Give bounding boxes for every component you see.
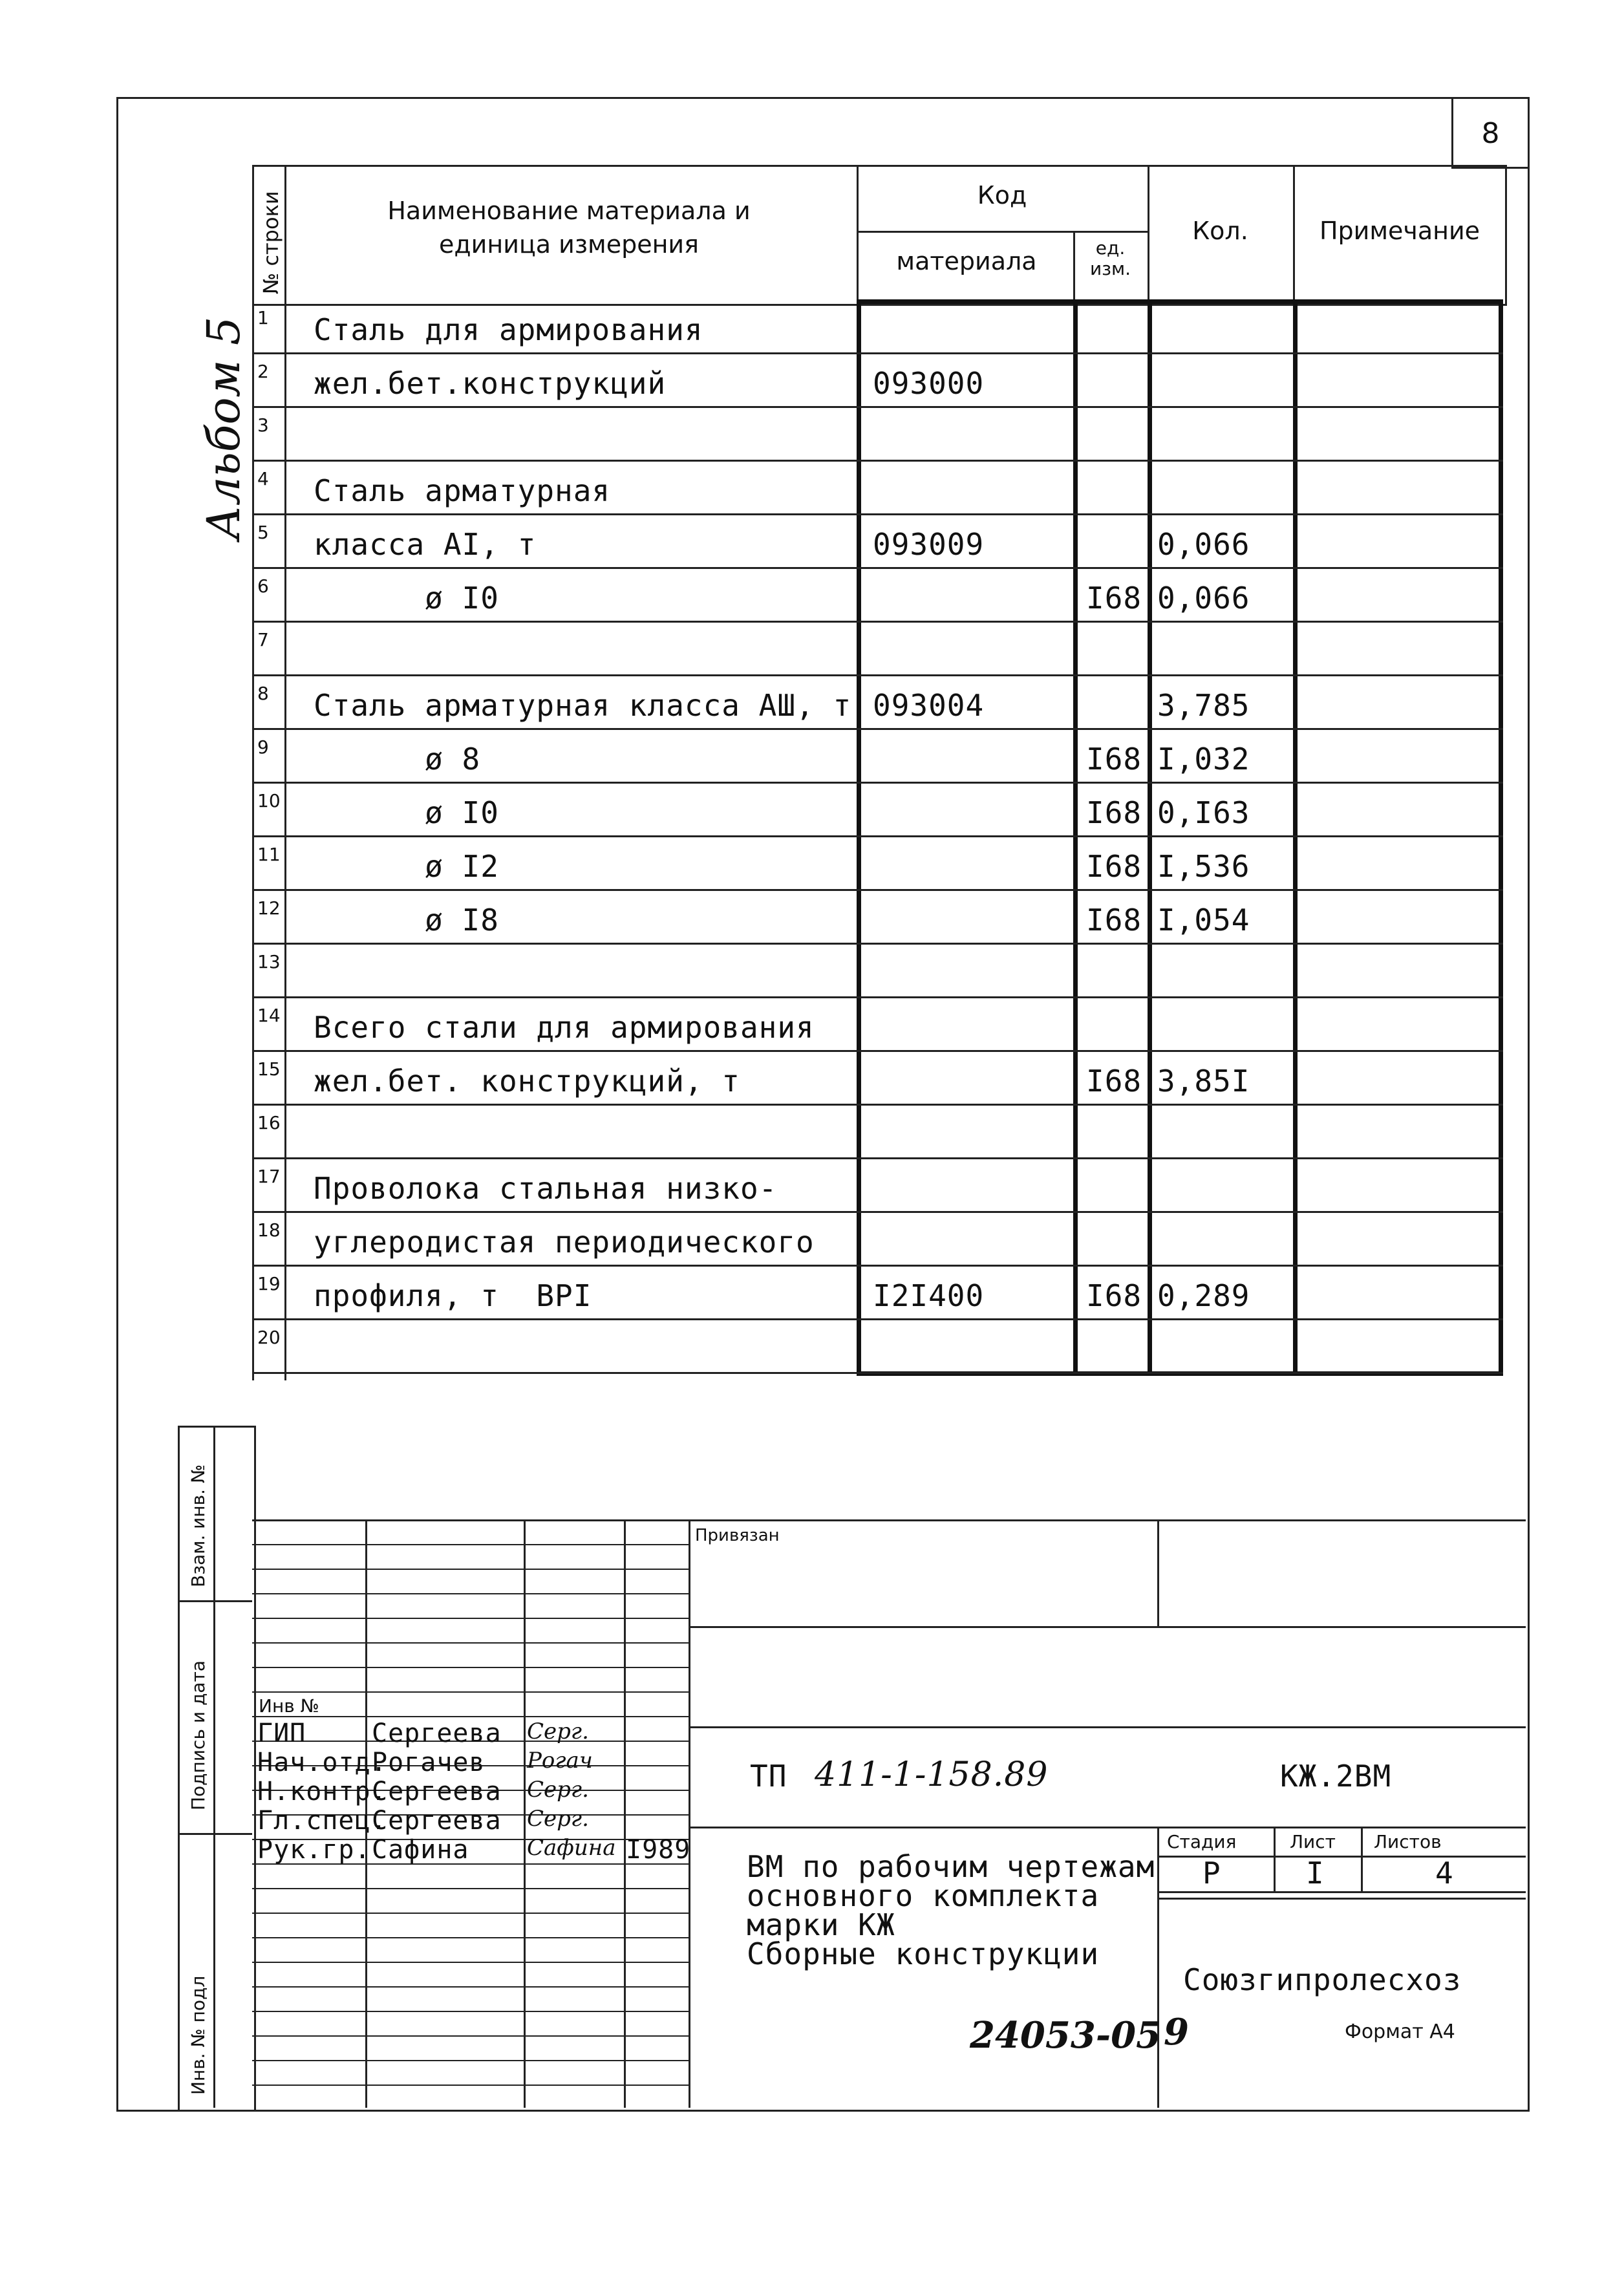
- unit-code-cell: I68: [1086, 1278, 1142, 1313]
- row-number-cell: 4: [257, 468, 269, 489]
- row-number-cell: 5: [257, 522, 269, 543]
- row-number-cell: 13: [257, 951, 281, 972]
- project-number: 411-1-158.89: [815, 1755, 1049, 1794]
- doc-code: КЖ.2ВМ: [1280, 1759, 1392, 1794]
- side-label-inv: Инв. № подл: [187, 1975, 209, 2095]
- unit-code-cell: I68: [1086, 742, 1142, 777]
- material-name-cell: Проволока стальная низко-: [314, 1171, 778, 1206]
- page-number-box: [1451, 97, 1530, 169]
- material-name-cell: Всего стали для армирования: [314, 1010, 815, 1045]
- sheets-value: 4: [1435, 1856, 1454, 1891]
- row-number-cell: 19: [257, 1273, 281, 1294]
- person-signature: Серг.: [527, 1719, 589, 1744]
- sheet-label: Лист: [1290, 1831, 1336, 1852]
- privyazan-label: Привязан: [695, 1526, 780, 1545]
- header-row-no: № строки: [259, 191, 283, 294]
- material-name-cell: профиля, т ВРI: [314, 1278, 592, 1313]
- person-role: Нач.отд.: [257, 1748, 387, 1777]
- row-number-cell: 9: [257, 736, 269, 758]
- page-number: 8: [1481, 117, 1500, 150]
- table-row: [252, 569, 1503, 623]
- person-name: Сергеева: [372, 1719, 502, 1748]
- person-role: ГИП: [257, 1719, 306, 1748]
- unit-code-cell: I68: [1086, 849, 1142, 884]
- material-name-cell: ø I0: [314, 795, 499, 830]
- quantity-cell: 0,289: [1157, 1278, 1250, 1313]
- row-number-cell: 17: [257, 1166, 281, 1187]
- row-number-cell: 16: [257, 1112, 281, 1133]
- table-row: [252, 1106, 1503, 1159]
- table-row: [252, 1267, 1503, 1320]
- material-name-cell: ø 8: [314, 742, 481, 777]
- table-row: [252, 784, 1503, 837]
- table-row: [252, 1159, 1503, 1213]
- quantity-cell: 0,066: [1157, 581, 1250, 616]
- table-row: [252, 998, 1503, 1052]
- header-material: материала: [896, 247, 1037, 275]
- row-number-cell: 7: [257, 629, 269, 650]
- person-role: Рук.гр.: [257, 1835, 371, 1865]
- table-row: [252, 837, 1503, 891]
- stage-value: Р: [1202, 1856, 1221, 1891]
- row-number-cell: 2: [257, 361, 269, 382]
- row-number-cell: 8: [257, 683, 269, 704]
- table-row: [252, 1320, 1503, 1374]
- header-note: Примечание: [1319, 217, 1480, 245]
- row-number-cell: 15: [257, 1058, 281, 1080]
- row-number-cell: 18: [257, 1219, 281, 1241]
- person-signature: Серг.: [527, 1806, 589, 1832]
- person-name: Рогачев: [372, 1748, 486, 1777]
- table-row: [252, 623, 1503, 676]
- quantity-cell: 0,I63: [1157, 795, 1250, 830]
- title-line-2: основного комплекта: [747, 1878, 1100, 1913]
- row-number-cell: 1: [257, 307, 269, 328]
- material-name-cell: Сталь арматурная: [314, 473, 611, 508]
- person-signature: Рогач: [527, 1748, 593, 1774]
- unit-code-cell: I68: [1086, 1064, 1142, 1099]
- material-name-cell: углеродистая периодического: [314, 1225, 815, 1259]
- person-name: Сафина: [372, 1835, 469, 1865]
- quantity-cell: I,032: [1157, 742, 1250, 777]
- material-name-cell: ø I8: [314, 903, 499, 938]
- table-row: [252, 301, 1503, 354]
- organization: Союзгипролесхоз: [1183, 1962, 1462, 1997]
- table-row: [252, 354, 1503, 408]
- table-row: [252, 1052, 1503, 1106]
- table-row: [252, 1213, 1503, 1267]
- person-role: Н.контр.: [257, 1777, 387, 1806]
- inv-no-label: Инв №: [259, 1695, 319, 1717]
- side-label-podpis: Подпись и дата: [187, 1660, 209, 1810]
- material-name-cell: Сталь для армирования: [314, 312, 703, 347]
- row-number-cell: 6: [257, 575, 269, 597]
- header-unit: ед. изм.: [1089, 237, 1131, 279]
- material-name-cell: ø I0: [314, 581, 499, 616]
- unit-code-cell: I68: [1086, 903, 1142, 938]
- header-code: Код: [977, 181, 1027, 209]
- header-name: Наименование материала и единица измерения: [387, 197, 751, 259]
- footer-number: 24053-05: [970, 2014, 1161, 2057]
- table-row: [252, 462, 1503, 515]
- footer-format: Формат А4: [1345, 2020, 1455, 2043]
- table-row: [252, 515, 1503, 569]
- person-name: Сергеева: [372, 1806, 502, 1836]
- title-line-1: ВМ по рабочим чертежам: [747, 1849, 1155, 1884]
- material-code-cell: 093004: [873, 688, 985, 723]
- person-signature: Сафина: [527, 1835, 616, 1861]
- row-number-cell: 10: [257, 790, 281, 811]
- row-number-cell: 3: [257, 414, 269, 436]
- side-label-vzam: Взам. инв. №: [187, 1464, 209, 1587]
- stage-label: Стадия: [1167, 1831, 1237, 1852]
- material-code-cell: I2I400: [873, 1278, 985, 1313]
- quantity-cell: 3,785: [1157, 688, 1250, 723]
- person-name: Сергеева: [372, 1777, 502, 1806]
- table-row: [252, 408, 1503, 462]
- project-prefix: ТП: [750, 1759, 787, 1794]
- material-code-cell: 093000: [873, 366, 985, 401]
- unit-code-cell: I68: [1086, 581, 1142, 616]
- material-name-cell: ø I2: [314, 849, 499, 884]
- material-name-cell: Сталь арматурная класса АШ, т: [314, 688, 852, 723]
- sheet-value: I: [1306, 1856, 1325, 1891]
- album-label: Альбом 5: [197, 316, 250, 540]
- table-row: [252, 891, 1503, 945]
- quantity-cell: I,536: [1157, 849, 1250, 884]
- material-code-cell: 093009: [873, 527, 985, 562]
- quantity-cell: 0,066: [1157, 527, 1250, 562]
- quantity-cell: 3,85I: [1157, 1064, 1250, 1099]
- unit-code-cell: I68: [1086, 795, 1142, 830]
- material-name-cell: жел.бет.конструкций: [314, 366, 667, 401]
- material-name-cell: жел.бет. конструкций, т: [314, 1064, 740, 1099]
- table-row: [252, 945, 1503, 998]
- row-number-cell: 20: [257, 1327, 281, 1348]
- row-number-cell: 11: [257, 844, 281, 865]
- row-number-cell: 14: [257, 1005, 281, 1026]
- sheets-label: Листов: [1374, 1831, 1442, 1852]
- header-qty: Кол.: [1192, 217, 1248, 245]
- row-number-cell: 12: [257, 897, 281, 919]
- material-name-cell: класса АI, т: [314, 527, 537, 562]
- table-row: [252, 730, 1503, 784]
- footer-page: 9: [1164, 2011, 1189, 2053]
- person-signature: Серг.: [527, 1777, 589, 1803]
- table-row: [252, 676, 1503, 730]
- quantity-cell: I,054: [1157, 903, 1250, 938]
- person-role: Гл.спец.: [257, 1806, 387, 1836]
- person-date: I989: [626, 1835, 691, 1865]
- title-line-4: Сборные конструкции: [747, 1936, 1100, 1971]
- title-line-3: марки КЖ: [747, 1907, 895, 1942]
